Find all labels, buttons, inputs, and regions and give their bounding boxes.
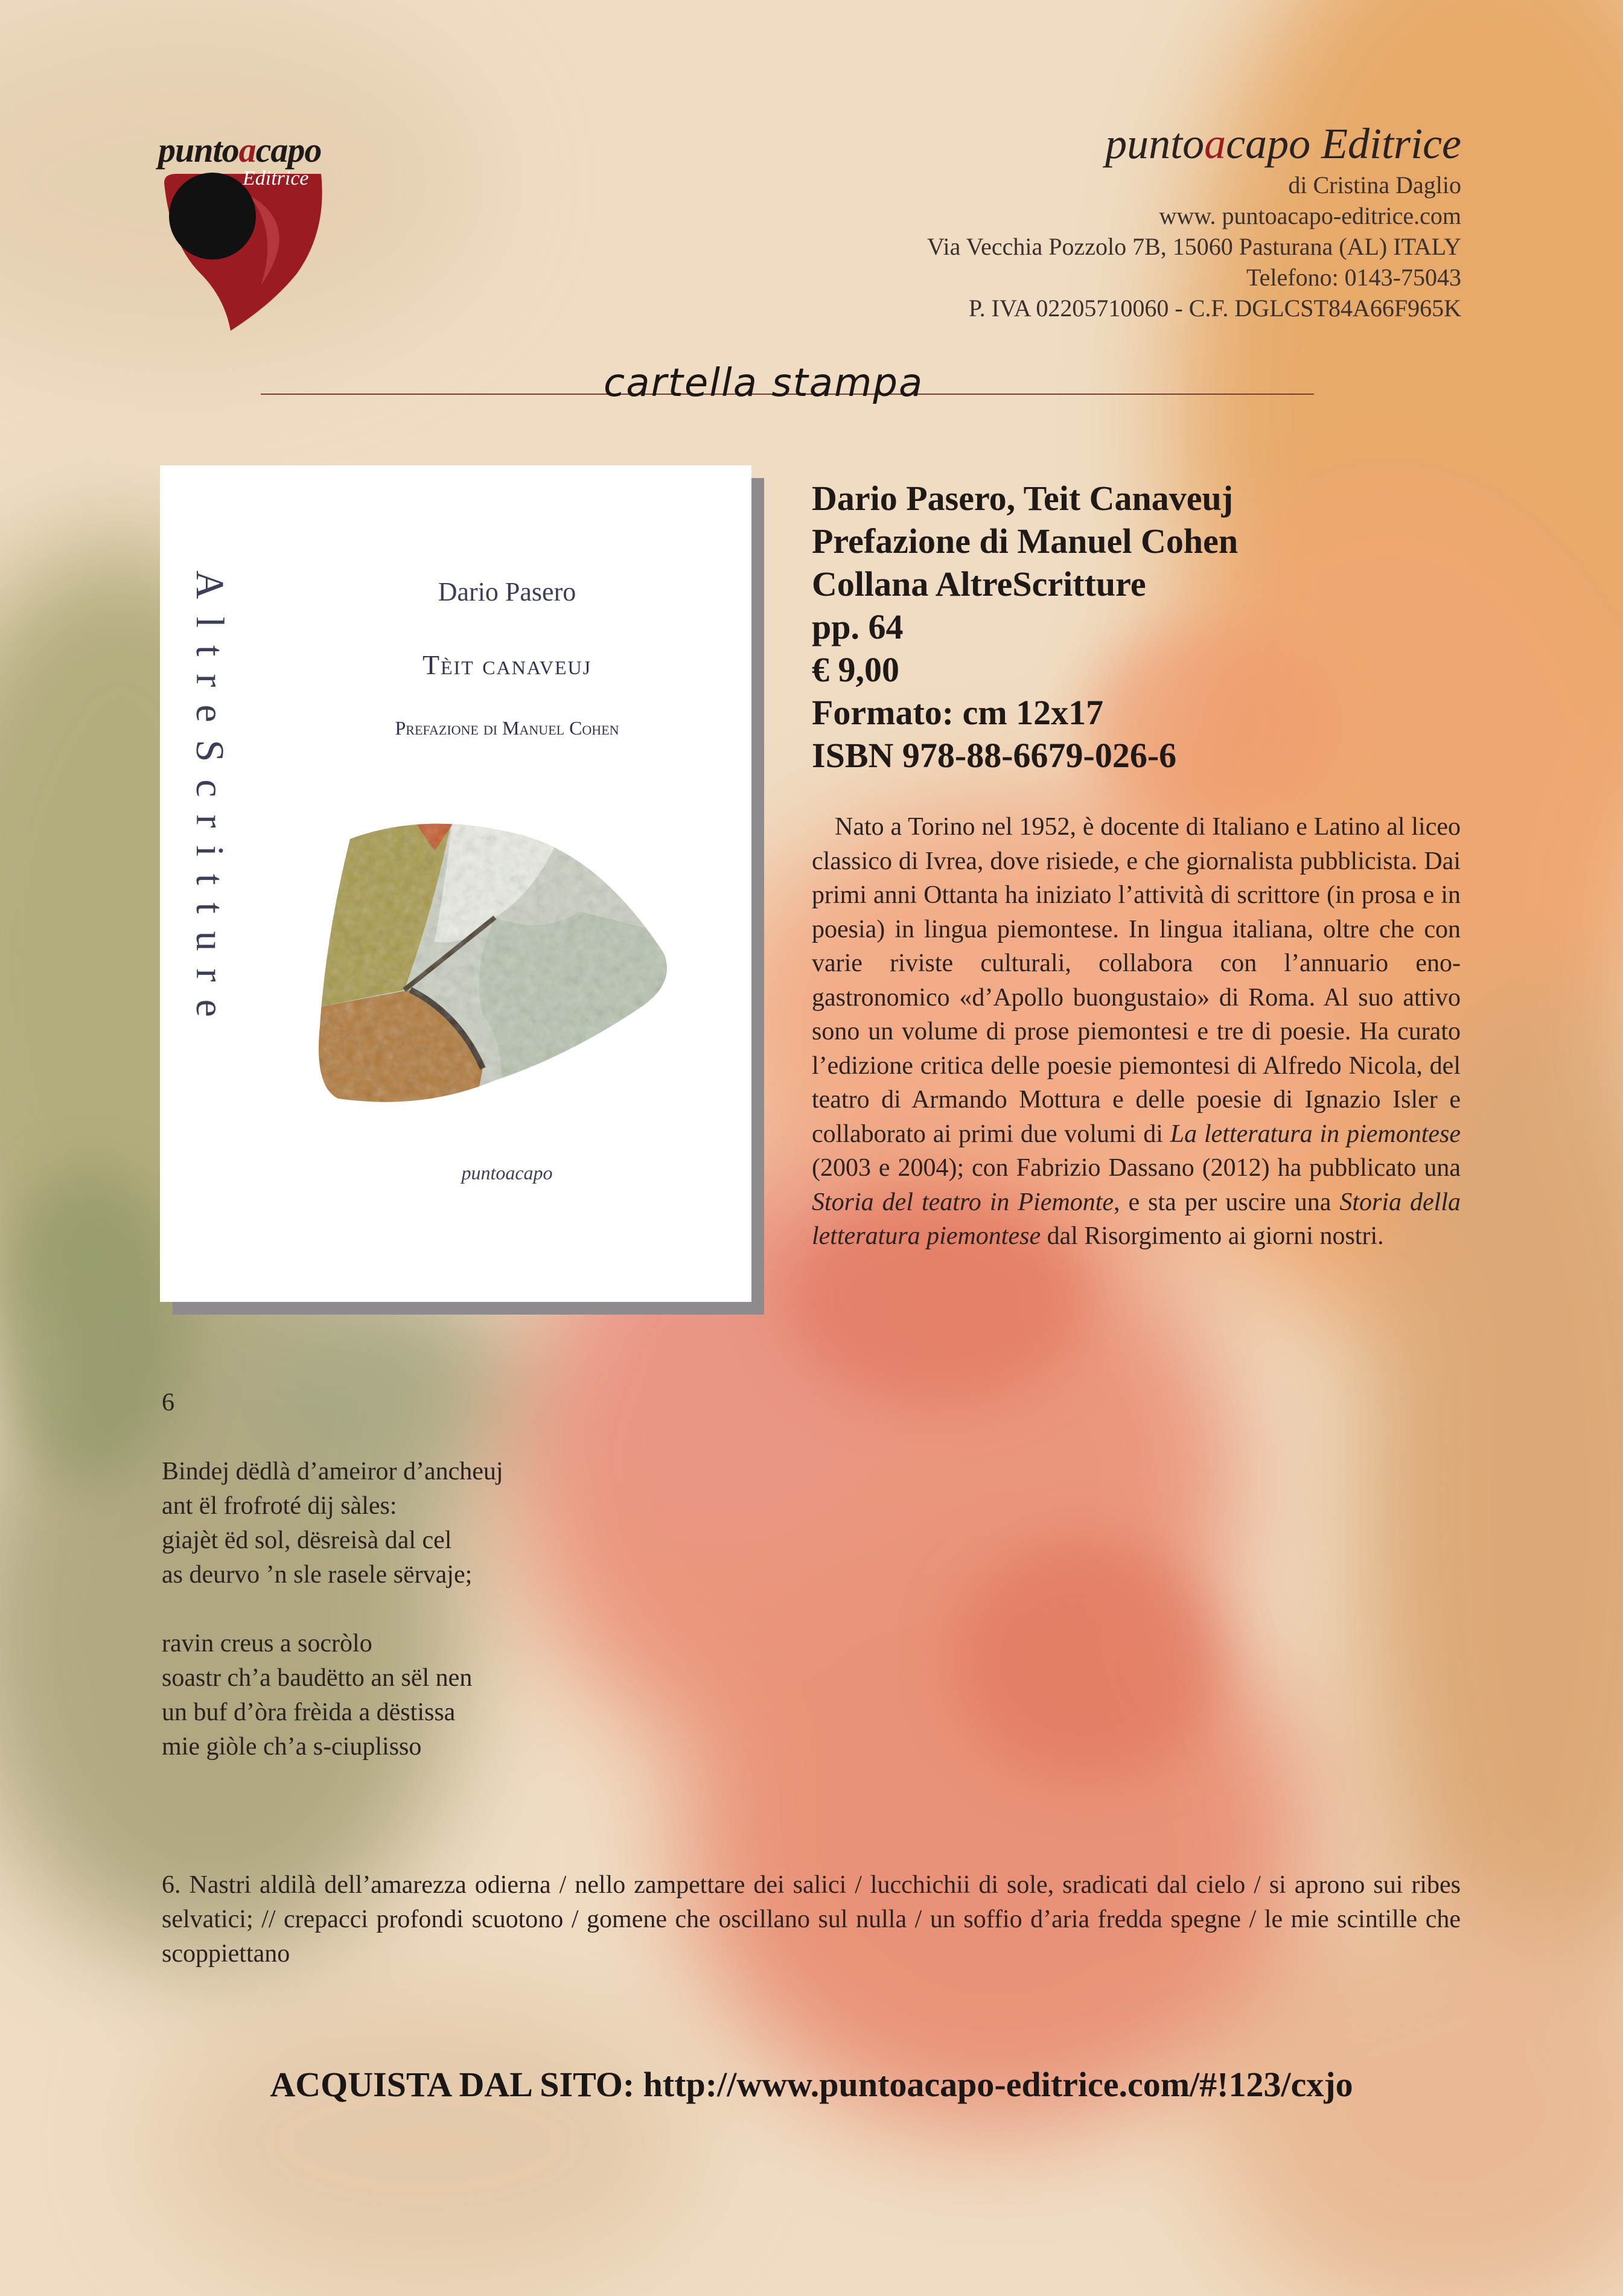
author-bio: Nato a Torino nel 1952, è docente di Italiano e Latino al liceo classico di Ivrea, dove risiede, e che giornalista pubblicista. Dai primi anni Ottanta ha iniziato l’attività di scrittore (in prosa e in poesia) in lingua piemontese. In lingua italiana, oltre che con varie riviste culturali, collabora con l’annuario eno-gastronomico «d’Apollo buongustaio» di Roma. Al suo attivo sono un volume di prose piemontesi e tre di poesie. Ha curato l’edizione critica delle poesie piemontesi di Alfredo Nicola, del teatro di Armando Mottura e delle poesie di Ignazio Isler e collaborato ai primi due volumi di La letteratura in piemontese (2003 e 2004); con Fabrizio Dassano (2012) ha pubblicato una Storia del teatro in Piemonte, e sta per uscire una Storia della letteratura piemontese dal Risorgimento ai giorni nostri.	[812, 813, 1461, 1250]
poem-stanza	[162, 1627, 765, 1764]
poem-text	[162, 1455, 765, 1799]
poem-stanza	[162, 1455, 765, 1592]
detail-author-title: Dario Pasero, Teit Canaveuj	[812, 479, 1234, 518]
poem-verse: mie giòle ch’a s-ciuplisso	[162, 1733, 422, 1761]
cover-title: Tèit canaveuj	[422, 649, 592, 680]
poem-verse: giajèt ëd sol, dësreisà dal cel	[162, 1526, 452, 1554]
poem-verse: ant ël frofroté dij sàles:	[162, 1492, 397, 1520]
poem-verse: un buf d’òra frèida a dëstissa	[162, 1698, 456, 1726]
book-details	[812, 477, 1464, 777]
cover-publisher: puntoacapo	[461, 1162, 553, 1184]
publisher-phone: Telefono: 0143-75043	[1246, 264, 1461, 291]
detail-preface: Prefazione di Manuel Cohen	[812, 521, 1239, 561]
poem-verse: Bindej dëdlà d’ameiror d’ancheuj	[162, 1458, 503, 1485]
detail-format: Formato: cm 12x17	[812, 693, 1104, 732]
page-heading: cartella stampa	[604, 361, 924, 406]
detail-series: Collana AltreScritture	[812, 564, 1146, 604]
cover-author: Dario Pasero	[438, 577, 576, 607]
publisher-title: puntoacapo Editrice	[1105, 120, 1461, 168]
cover-series-name: AltreScritture	[188, 570, 232, 1035]
detail-pages: pp. 64	[812, 607, 904, 646]
detail-isbn: ISBN 978-88-6679-026-6	[812, 736, 1177, 775]
poem-number: 6	[162, 1389, 174, 1417]
cover-preface: Prefazione di Manuel Cohen	[395, 717, 619, 739]
poem-translation: 6. Nastri aldilà dell’amarezza odierna / nello zampettare dei salici / lucchichii di sole, sradicati dal cielo / si aprono sui ribes selvatici; // crepacci profondi scuotono / gomene che oscillano sul nulla / un soffio d’aria fredda spegne / le mie scintille che scoppiettano	[162, 1871, 1461, 1968]
publisher-logo	[158, 130, 333, 329]
poem-verse: as deurvo ’n sle rasele sërvaje;	[162, 1561, 473, 1589]
poem-verse: soastr ch’a baudëtto an sël nen	[162, 1664, 473, 1692]
cover-stone-image	[314, 815, 676, 1129]
publisher-owner: di Cristina Daglio	[1288, 171, 1461, 199]
poem-verse: ravin creus a socròlo	[162, 1630, 372, 1657]
logo-subtitle: Editrice	[243, 167, 309, 190]
publisher-info	[677, 118, 1461, 324]
publisher-tax-ids: P. IVA 02205710060 - C.F. DGLCST84A66F965K	[968, 295, 1461, 322]
publisher-address: Via Vecchia Pozzolo 7B, 15060 Pasturana (AL) ITALY	[927, 233, 1461, 260]
logo-wordmark: puntoacapo	[158, 130, 322, 170]
buy-link[interactable]: ACQUISTA DAL SITO: http://www.puntoacapo-editrice.com/#!123/cxjo	[270, 2065, 1353, 2104]
publisher-website[interactable]: www. puntoacapo-editrice.com	[1159, 202, 1461, 229]
detail-price: € 9,00	[812, 650, 899, 689]
